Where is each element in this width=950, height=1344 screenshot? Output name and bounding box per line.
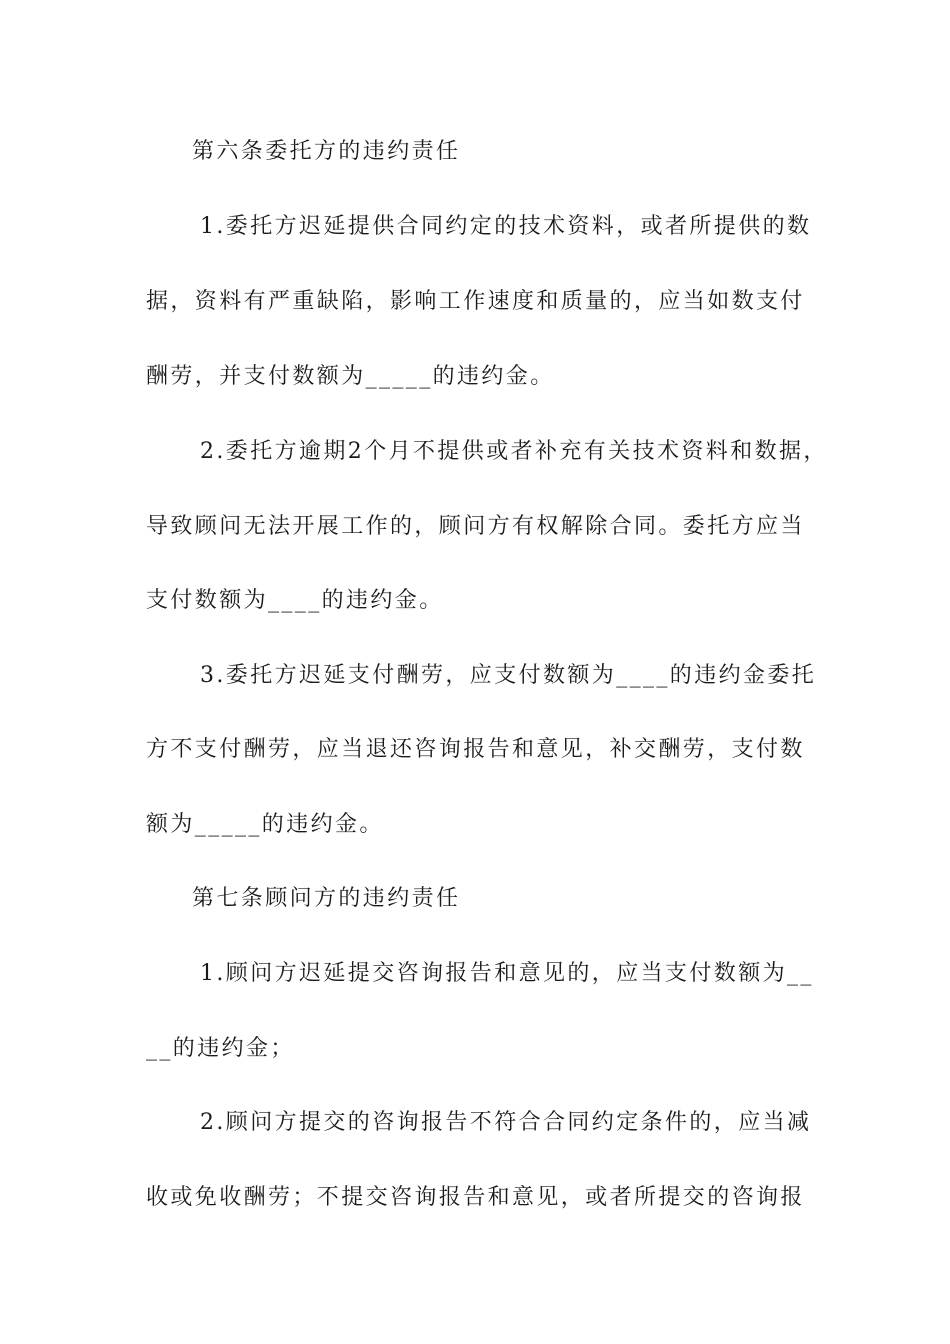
article-6-heading: 第六条委托方的违约责任 (192, 139, 461, 164)
paragraph-line: 2.顾问方提交的咨询报告不符合合同约定条件的，应当减 (200, 1110, 812, 1135)
paragraph-line: 1.委托方迟延提供合同约定的技术资料，或者所提供的数 (200, 214, 812, 239)
paragraph-line: 3.委托方迟延支付酬劳，应支付数额为____的违约金委托 (200, 663, 817, 688)
paragraph-line: 额为_____的违约金。 (146, 812, 384, 837)
paragraph-line: 据，资料有严重缺陷，影响工作速度和质量的，应当如数支付 (146, 289, 805, 314)
paragraph-line: 收或免收酬劳；不提交咨询报告和意见，或者所提交的咨询报 (146, 1185, 805, 1210)
paragraph-line: 支付数额为____的违约金。 (146, 588, 444, 613)
article-7-heading: 第七条顾问方的违约责任 (192, 886, 461, 911)
paragraph-line: 1.顾问方迟延提交咨询报告和意见的，应当支付数额为__ (200, 961, 814, 986)
paragraph-line: 导致顾问无法开展工作的，顾问方有权解除合同。委托方应当 (146, 514, 805, 539)
paragraph-line: 方不支付酬劳，应当退还咨询报告和意见，补交酬劳，支付数 (146, 737, 805, 762)
paragraph-line: 酬劳，并支付数额为_____的违约金。 (146, 364, 555, 389)
paragraph-line: __的违约金； (146, 1036, 295, 1061)
paragraph-line: 2.委托方逾期2个月不提供或者补充有关技术资料和数据， (200, 439, 828, 464)
